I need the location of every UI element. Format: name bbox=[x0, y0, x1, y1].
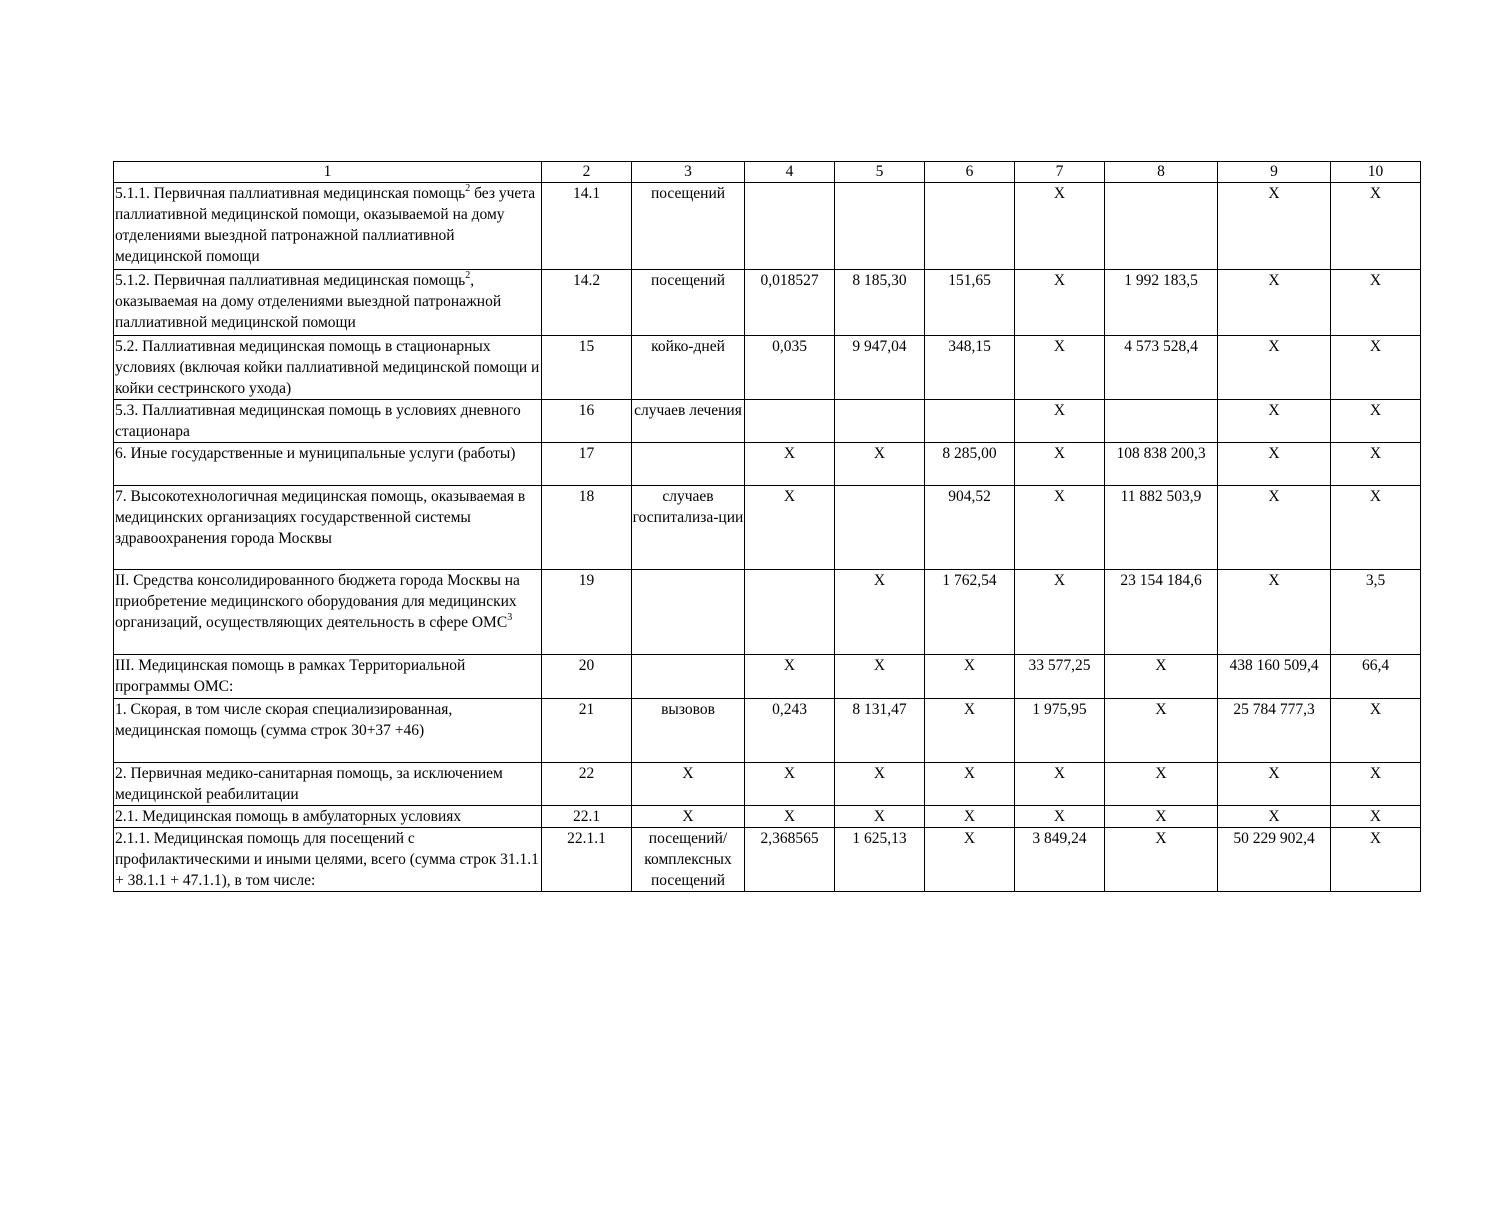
row-name-text: 5.1.1. Первичная паллиативная медицинская помощь bbox=[115, 185, 466, 202]
cell-col-6: 151,65 bbox=[925, 270, 1015, 336]
cell-col-8: 4 573 528,4 bbox=[1105, 336, 1218, 400]
row-name-text: 5.2. Паллиативная медицинская помощь в стационарных условиях (включая койки паллиативной медицинской помощи и койки сестринского ухода) bbox=[115, 338, 540, 397]
cell-col-7: X bbox=[1015, 270, 1105, 336]
table-row bbox=[114, 806, 1421, 828]
cell-col-6: X bbox=[925, 828, 1015, 892]
row-name-text: III. Медицинская помощь в рамках Территориальной программы ОМС: bbox=[115, 657, 466, 695]
row-name-text: 5.1.2. Первичная паллиативная медицинская помощь bbox=[115, 272, 466, 289]
table-row bbox=[114, 828, 1421, 892]
cell-col-7: 1 975,95 bbox=[1015, 699, 1105, 763]
cell-col-9: 25 784 777,3 bbox=[1218, 699, 1331, 763]
row-name-cell bbox=[114, 486, 542, 570]
cell-col-4: X bbox=[745, 655, 835, 699]
cell-col-8: X bbox=[1105, 655, 1218, 699]
cell-col-10: X bbox=[1331, 183, 1421, 270]
cell-col-6: X bbox=[925, 763, 1015, 806]
cell-col-2: 22 bbox=[542, 763, 632, 806]
row-name-text: 5.3. Паллиативная медицинская помощь в условиях дневного стационара bbox=[115, 402, 521, 440]
row-name-text: II. Средства консолидированного бюджета города Москвы на приобретение медицинского оборудования для медицинских организаций, осуществляющих деятельность в сфере ОМС bbox=[115, 572, 520, 631]
row-name-cell bbox=[114, 699, 542, 763]
cell-col-9: X bbox=[1218, 183, 1331, 270]
cell-col-6: 1 762,54 bbox=[925, 570, 1015, 655]
cell-col-10: X bbox=[1331, 443, 1421, 486]
cell-col-4 bbox=[745, 570, 835, 655]
column-header-9: 9 bbox=[1218, 162, 1331, 183]
table-row bbox=[114, 763, 1421, 806]
cell-col-10: X bbox=[1331, 828, 1421, 892]
row-name-text: 7. Высокотехнологичная медицинская помощь, оказываемая в медицинских организациях государственной системы здравоохранения города Москвы bbox=[115, 488, 526, 547]
cell-col-5: X bbox=[835, 443, 925, 486]
cell-col-7: X bbox=[1015, 763, 1105, 806]
cell-col-3: X bbox=[632, 806, 745, 828]
row-name-text: 2.1.1. Медицинская помощь для посещений с профилактическими и иными целями, всего (сумма строк 31.1.1 + 38.1.1 + 47.1.1), в том числе: bbox=[115, 830, 539, 889]
cell-col-3: случаев госпитализа-ции bbox=[632, 486, 745, 570]
table-row bbox=[114, 183, 1421, 270]
cell-col-6 bbox=[925, 400, 1015, 443]
column-header-7: 7 bbox=[1015, 162, 1105, 183]
column-header-4: 4 bbox=[745, 162, 835, 183]
table-row bbox=[114, 570, 1421, 655]
cell-col-7: X bbox=[1015, 336, 1105, 400]
cell-col-10: X bbox=[1331, 806, 1421, 828]
row-name-continuation: , оказываемая на дому отделениями выездной патронажной паллиативной медицинской помощи bbox=[115, 272, 502, 331]
row-name-cell bbox=[114, 570, 542, 655]
cell-col-4: X bbox=[745, 443, 835, 486]
cell-col-2: 16 bbox=[542, 400, 632, 443]
cell-col-8: X bbox=[1105, 828, 1218, 892]
cell-col-8: X bbox=[1105, 699, 1218, 763]
cell-col-4: X bbox=[745, 806, 835, 828]
cell-col-7: X bbox=[1015, 400, 1105, 443]
cell-col-7: X bbox=[1015, 443, 1105, 486]
cell-col-5: 1 625,13 bbox=[835, 828, 925, 892]
cell-col-6 bbox=[925, 183, 1015, 270]
cell-col-7: X bbox=[1015, 806, 1105, 828]
cell-col-5: X bbox=[835, 763, 925, 806]
cell-col-2: 19 bbox=[542, 570, 632, 655]
row-name-cell bbox=[114, 270, 542, 336]
table-row bbox=[114, 400, 1421, 443]
cell-col-4: 2,368565 bbox=[745, 828, 835, 892]
cell-col-9: X bbox=[1218, 336, 1331, 400]
cell-col-3 bbox=[632, 655, 745, 699]
footnote-mark: 3 bbox=[507, 612, 513, 623]
cell-col-6: 348,15 bbox=[925, 336, 1015, 400]
table-body bbox=[114, 162, 1421, 892]
table-row bbox=[114, 655, 1421, 699]
cell-col-9: 438 160 509,4 bbox=[1218, 655, 1331, 699]
cell-col-8: X bbox=[1105, 763, 1218, 806]
row-name-text: 2. Первичная медико-санитарная помощь, за исключением медицинской реабилитации bbox=[115, 765, 503, 803]
cell-col-10: X bbox=[1331, 336, 1421, 400]
cell-col-8: 1 992 183,5 bbox=[1105, 270, 1218, 336]
cell-col-9: X bbox=[1218, 400, 1331, 443]
cell-col-10: X bbox=[1331, 400, 1421, 443]
cell-col-7: 3 849,24 bbox=[1015, 828, 1105, 892]
cell-col-3 bbox=[632, 443, 745, 486]
cell-col-5 bbox=[835, 486, 925, 570]
row-name-continuation: без учета паллиативной медицинской помощи, оказываемой на дому отделениями выездной патронажной паллиативной медицинской помощи bbox=[115, 185, 536, 265]
row-name-cell bbox=[114, 183, 542, 270]
cell-col-3: посещений/ комплексных посещений bbox=[632, 828, 745, 892]
cell-col-10: 66,4 bbox=[1331, 655, 1421, 699]
footnote-mark: 2 bbox=[465, 270, 471, 281]
cell-col-3 bbox=[632, 570, 745, 655]
cell-col-4 bbox=[745, 183, 835, 270]
cell-col-6: X bbox=[925, 806, 1015, 828]
cell-col-2: 14.2 bbox=[542, 270, 632, 336]
row-name-cell bbox=[114, 336, 542, 400]
column-header-2: 2 bbox=[542, 162, 632, 183]
cell-col-2: 14.1 bbox=[542, 183, 632, 270]
cell-col-5: X bbox=[835, 655, 925, 699]
cell-col-10: X bbox=[1331, 763, 1421, 806]
cell-col-5 bbox=[835, 183, 925, 270]
cell-col-10: 3,5 bbox=[1331, 570, 1421, 655]
cell-col-4: 0,018527 bbox=[745, 270, 835, 336]
cell-col-4: X bbox=[745, 486, 835, 570]
cell-col-5: X bbox=[835, 570, 925, 655]
cell-col-6: X bbox=[925, 655, 1015, 699]
cell-col-6: 8 285,00 bbox=[925, 443, 1015, 486]
cell-col-4: X bbox=[745, 763, 835, 806]
cell-col-5 bbox=[835, 400, 925, 443]
column-header-6: 6 bbox=[925, 162, 1015, 183]
row-name-text: 6. Иные государственные и муниципальные услуги (работы) bbox=[115, 445, 516, 462]
cell-col-2: 22.1.1 bbox=[542, 828, 632, 892]
cell-col-2: 20 bbox=[542, 655, 632, 699]
cell-col-3: посещений bbox=[632, 270, 745, 336]
header-row bbox=[114, 162, 1421, 183]
cell-col-5: 9 947,04 bbox=[835, 336, 925, 400]
column-header-5: 5 bbox=[835, 162, 925, 183]
row-name-cell bbox=[114, 400, 542, 443]
cell-col-2: 22.1 bbox=[542, 806, 632, 828]
cell-col-6: 904,52 bbox=[925, 486, 1015, 570]
cell-col-9: X bbox=[1218, 763, 1331, 806]
column-header-10: 10 bbox=[1331, 162, 1421, 183]
cell-col-8: X bbox=[1105, 806, 1218, 828]
cell-col-8 bbox=[1105, 183, 1218, 270]
cell-col-7: X bbox=[1015, 183, 1105, 270]
row-name-cell bbox=[114, 655, 542, 699]
table-row bbox=[114, 443, 1421, 486]
table-row bbox=[114, 699, 1421, 763]
table-row bbox=[114, 336, 1421, 400]
table-row bbox=[114, 486, 1421, 570]
row-name-cell bbox=[114, 828, 542, 892]
cell-col-2: 21 bbox=[542, 699, 632, 763]
cell-col-2: 15 bbox=[542, 336, 632, 400]
cell-col-8: 23 154 184,6 bbox=[1105, 570, 1218, 655]
cell-col-2: 17 bbox=[542, 443, 632, 486]
cell-col-10: X bbox=[1331, 270, 1421, 336]
cell-col-9: X bbox=[1218, 270, 1331, 336]
cell-col-4: 0,243 bbox=[745, 699, 835, 763]
cell-col-8 bbox=[1105, 400, 1218, 443]
footnote-mark: 2 bbox=[465, 183, 471, 194]
cell-col-7: X bbox=[1015, 486, 1105, 570]
column-header-8: 8 bbox=[1105, 162, 1218, 183]
cell-col-3: койко-дней bbox=[632, 336, 745, 400]
cell-col-2: 18 bbox=[542, 486, 632, 570]
row-name-cell bbox=[114, 443, 542, 486]
cell-col-3: случаев лечения bbox=[632, 400, 745, 443]
cell-col-9: X bbox=[1218, 570, 1331, 655]
cell-col-6: X bbox=[925, 699, 1015, 763]
cell-col-9: X bbox=[1218, 486, 1331, 570]
cell-col-7: 33 577,25 bbox=[1015, 655, 1105, 699]
row-name-text: 1. Скорая, в том числе скорая специализированная, медицинская помощь (сумма строк 30+37 +46) bbox=[115, 701, 453, 739]
cell-col-9: 50 229 902,4 bbox=[1218, 828, 1331, 892]
cell-col-8: 108 838 200,3 bbox=[1105, 443, 1218, 486]
cell-col-5: 8 131,47 bbox=[835, 699, 925, 763]
column-header-3: 3 bbox=[632, 162, 745, 183]
cell-col-3: вызовов bbox=[632, 699, 745, 763]
cell-col-4 bbox=[745, 400, 835, 443]
cell-col-7: X bbox=[1015, 570, 1105, 655]
cell-col-8: 11 882 503,9 bbox=[1105, 486, 1218, 570]
row-name-cell bbox=[114, 806, 542, 828]
cell-col-3: X bbox=[632, 763, 745, 806]
cell-col-9: X bbox=[1218, 806, 1331, 828]
data-table bbox=[113, 161, 1421, 892]
cell-col-9: X bbox=[1218, 443, 1331, 486]
row-name-text: 2.1. Медицинская помощь в амбулаторных условиях bbox=[115, 808, 462, 825]
cell-col-10: X bbox=[1331, 486, 1421, 570]
cell-col-10: X bbox=[1331, 699, 1421, 763]
table-row bbox=[114, 270, 1421, 336]
cell-col-3: посещений bbox=[632, 183, 745, 270]
row-name-cell bbox=[114, 763, 542, 806]
column-header-1: 1 bbox=[114, 162, 542, 183]
cell-col-5: X bbox=[835, 806, 925, 828]
cell-col-4: 0,035 bbox=[745, 336, 835, 400]
cell-col-5: 8 185,30 bbox=[835, 270, 925, 336]
